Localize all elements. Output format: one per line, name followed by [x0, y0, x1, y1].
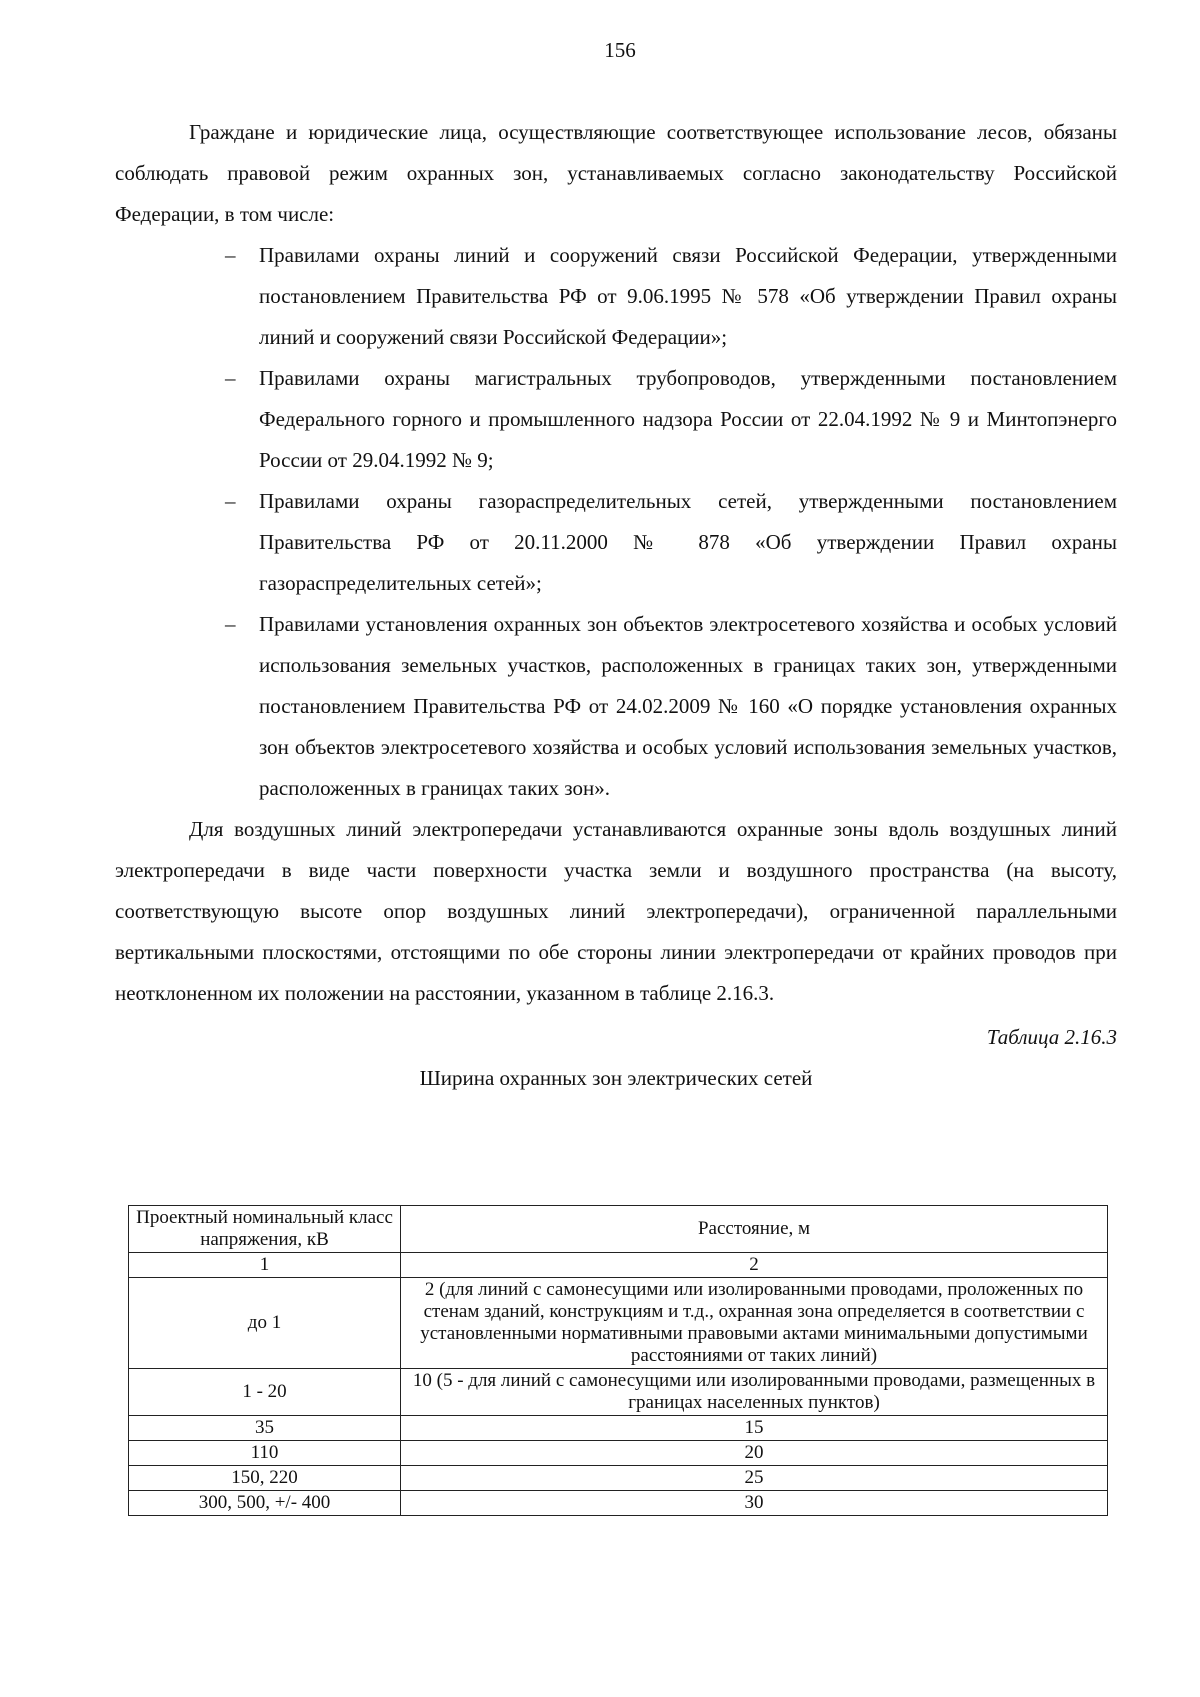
column-number: 2 — [401, 1253, 1108, 1278]
voltage-cell: 150, 220 — [129, 1466, 401, 1491]
intro-paragraph: Граждане и юридические лица, осуществляющие соответствующее использование лесов, обязаны соблюдать правовой режим охранных зон, устанавливаемых согласно законодательству Российской Федерации, в том числе: — [115, 120, 1117, 226]
voltage-cell: 300, 500, +/- 400 — [129, 1491, 401, 1516]
table-column-number-row — [129, 1253, 1108, 1278]
table-row — [129, 1441, 1108, 1466]
list-item-text: Правилами охраны магистральных трубопроводов, утвержденными постановлением Федерального горного и промышленного надзора России от 22.04.1992 № 9 и Минтопэнерго России от 29.04.1992 № 9; — [259, 366, 1117, 472]
list-item-text: Правилами охраны газораспределительных сетей, утвержденными постановлением Правительства РФ от 20.11.2000 № 878 «Об утверждении Правил охраны газораспределительных сетей»; — [259, 489, 1117, 595]
table-row — [129, 1278, 1108, 1369]
voltage-cell: до 1 — [129, 1278, 401, 1369]
table-row — [129, 1416, 1108, 1441]
header-distance: Расстояние, м — [401, 1206, 1108, 1253]
page-number: 156 — [604, 38, 636, 62]
page-content — [115, 112, 1117, 1096]
voltage-cell: 1 - 20 — [129, 1369, 401, 1416]
regulations-list — [115, 235, 1117, 809]
voltage-cell: 35 — [129, 1416, 401, 1441]
header-voltage-class: Проектный номинальный класс напряжения, кВ — [129, 1206, 401, 1253]
table-row — [129, 1369, 1108, 1416]
list-item-text: Правилами установления охранных зон объектов электросетевого хозяйства и особых условий использования земельных участков, расположенных в границах таких зон, утвержденными постановлением Правительства РФ от 24.02.2009 № 160 «О порядке установления охранных зон объектов электросетевого хозяйства и особых условий использования земельных участков, расположенных в границах таких зон». — [259, 612, 1117, 800]
table-caption: Таблица 2.16.3 — [986, 1025, 1117, 1049]
dash-marker: – — [225, 366, 236, 390]
dash-marker: – — [225, 612, 236, 636]
table-header-row — [129, 1206, 1108, 1253]
dash-marker: – — [225, 489, 236, 513]
overhead-lines-paragraph: Для воздушных линий электропередачи устанавливаются охранные зоны вдоль воздушных линий электропередачи в виде части поверхности участка земли и воздушного пространства (на высоту, соответствующую высоте опор воздушных линий электропередачи), ограниченной параллельными вертикальными плоскостями, отстоящими по обе стороны линии электропередачи от крайних проводов при неотклоненном их положении на расстоянии, указанном в таблице 2.16.3. — [115, 817, 1117, 1005]
distance-cell: 30 — [401, 1491, 1108, 1516]
dash-marker: – — [225, 243, 236, 267]
protection-zones-table — [128, 1205, 1108, 1516]
table-row — [129, 1466, 1108, 1491]
list-item — [115, 481, 1117, 604]
distance-cell: 2 (для линий с самонесущими или изолированными проводами, проложенных по стенам зданий, конструкциям и т.д., охранная зона определяется в соответствии с установленными нормативными правовыми актами минимальными допустимыми расстояниями от таких линий) — [401, 1278, 1108, 1369]
distance-cell: 15 — [401, 1416, 1108, 1441]
list-item — [115, 604, 1117, 809]
distance-cell: 10 (5 - для линий с самонесущими или изолированными проводами, размещенных в границах населенных пунктов) — [401, 1369, 1108, 1416]
list-item — [115, 358, 1117, 481]
distance-cell: 20 — [401, 1441, 1108, 1466]
voltage-cell: 110 — [129, 1441, 401, 1466]
table-row — [129, 1491, 1108, 1516]
list-item — [115, 235, 1117, 358]
list-item-text: Правилами охраны линий и сооружений связи Российской Федерации, утвержденными постановлением Правительства РФ от 9.06.1995 № 578 «Об утверждении Правил охраны линий и сооружений связи Российской Федерации»; — [259, 243, 1117, 349]
table-title: Ширина охранных зон электрических сетей — [419, 1066, 813, 1090]
distance-cell: 25 — [401, 1466, 1108, 1491]
column-number: 1 — [129, 1253, 401, 1278]
